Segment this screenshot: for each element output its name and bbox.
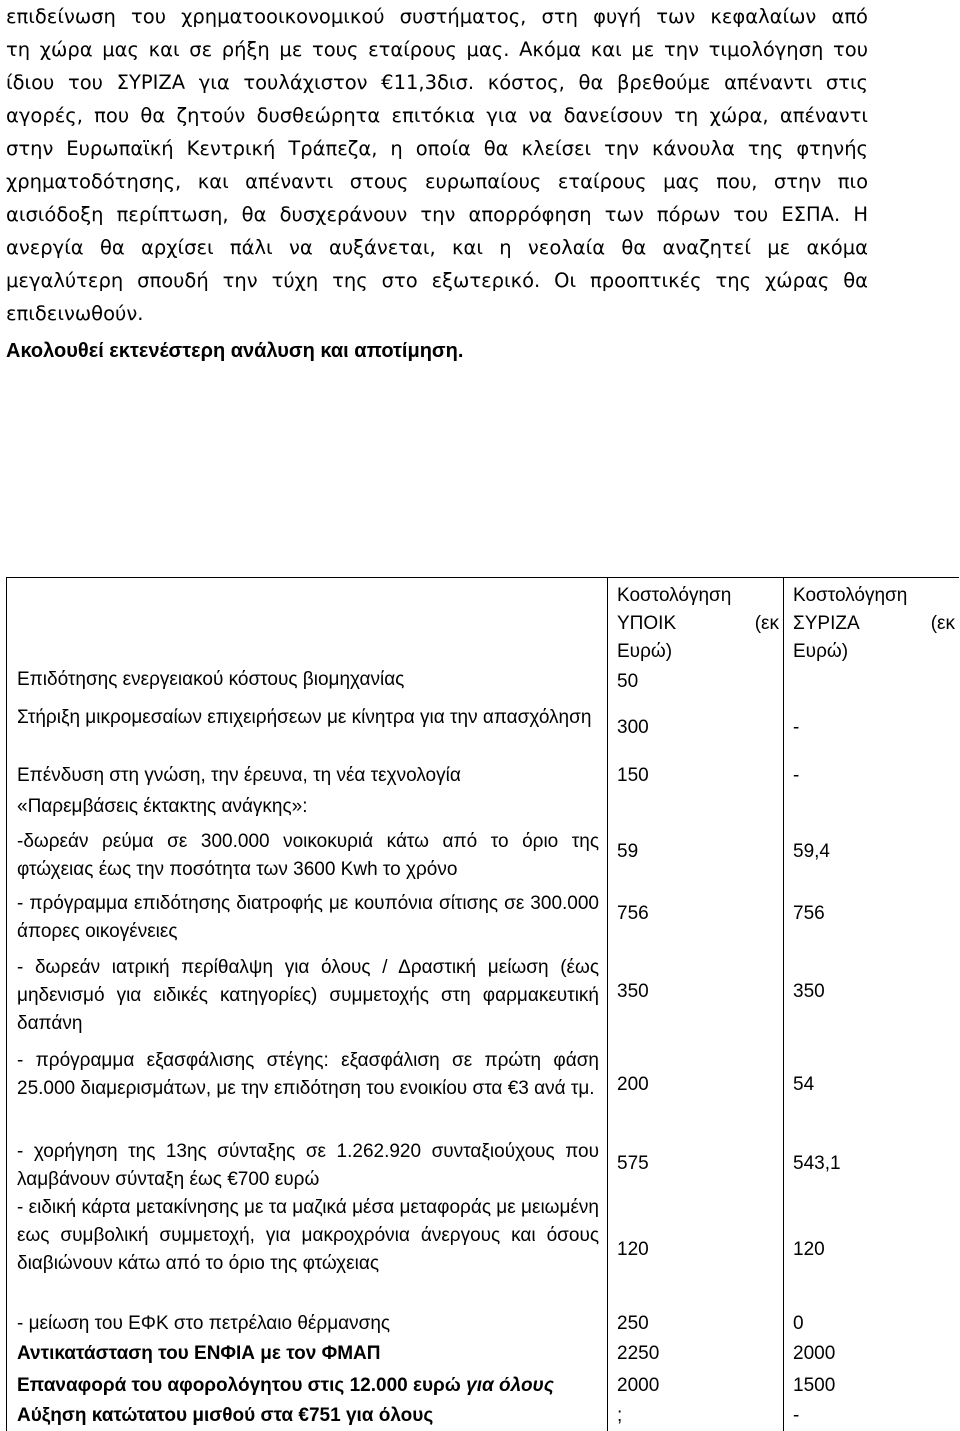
row-description: Επιδότησης ενεργειακού κόστους βιομηχανίας: [17, 669, 405, 690]
row-description-text: Επαναφορά του αφορολόγητου στις 12.000 ευρώ: [17, 1375, 461, 1396]
value-ypoik: 250: [617, 1313, 649, 1334]
section-heading: Ακολουθεί εκτενέστερη ανάλυση και αποτίμηση.: [6, 340, 464, 362]
value-ypoik: 200: [617, 1074, 649, 1095]
value-syriza: -: [793, 765, 800, 786]
header-ypoik: [617, 582, 779, 666]
row-description: - ειδική κάρτα μετακίνησης με τα μαζικά μέσα μεταφοράς με μειωμένη εως συμβολική συμμετοχή, για μακροχρόνια άνεργους και όσους διαβιώνουν κάτω από το όριο της φτώχειας: [17, 1197, 599, 1274]
value-syriza: 59,4: [793, 841, 830, 862]
value-syriza: -: [793, 717, 800, 738]
paragraph-line: στην Ευρωπαϊκή Κεντρική Τράπεζα, η οποία θα κλείσει την κάνουλα της φτηνής: [6, 137, 868, 160]
body-paragraph: [6, 0, 868, 330]
paragraph-line: μεγαλύτερη σπουδή την τύχη της στο εξωτερικό. Οι προοπτικές της χώρας θα: [6, 269, 868, 292]
value-ypoik: 120: [617, 1239, 649, 1260]
row-description: Αύξηση κατώτατου μισθού στα €751 για όλους: [17, 1405, 434, 1426]
value-syriza: -: [793, 1405, 800, 1426]
header-line: (εκ: [754, 613, 779, 634]
value-syriza: 1500: [793, 1375, 836, 1396]
value-ypoik: 2250: [617, 1343, 660, 1364]
paragraph-line: αισιόδοξη περίπτωση, θα δυσχεράνουν την απορρόφηση των πόρων του ΕΣΠΑ. Η: [6, 203, 868, 226]
value-ypoik: 300: [617, 717, 649, 738]
value-syriza: 756: [793, 903, 825, 924]
paragraph-line: τη χώρα μας και σε ρήξη με τους εταίρους μας. Ακόμα και με την τιμολόγηση του: [6, 38, 868, 61]
row-description: Επένδυση στη γνώση, την έρευνα, τη νέα τεχνολογία: [17, 765, 461, 786]
paragraph-line: ανεργία θα αρχίσει πάλι να αυξάνεται, και η νεολαία θα αναζητεί με ακόμα: [6, 236, 868, 259]
paragraph-line: επιδεινωθούν.: [6, 302, 144, 325]
paragraph-line: ίδιου του ΣΥΡΙΖΑ για τουλάχιστον €11,3δισ. κόστος, θα βρεθούμε απέναντι στις: [6, 71, 868, 94]
row-description: [17, 1372, 599, 1400]
value-syriza: 0: [793, 1313, 804, 1334]
row-description-italic: για όλους: [466, 1375, 554, 1396]
value-syriza: 120: [793, 1239, 825, 1260]
value-ypoik: 350: [617, 981, 649, 1002]
row-description: Στήριξη μικρομεσαίων επιχειρήσεων με κίνητρα για την απασχόληση: [17, 707, 592, 728]
column-divider: [607, 578, 608, 1431]
header-line: ΥΠΟΙΚ: [617, 613, 677, 634]
header-line: Ευρώ): [617, 641, 673, 662]
cost-table: [6, 577, 959, 1431]
row-description: «Παρεμβάσεις έκτακτης ανάγκης»:: [17, 796, 308, 817]
row-description: -δωρεάν ρεύμα σε 300.000 νοικοκυριά κάτω από το όριο της φτώχειας έως την ποσότητα των 3600 Kwh το χρόνο: [17, 831, 599, 880]
row-description: - δωρεάν ιατρική περίθαλψη για όλους / Δραστική μείωση (έως μηδενισμό για ειδικές κατηγορίες) συμμετοχής στη φαρμακευτική δαπάνη: [17, 957, 599, 1034]
header-line: Ευρώ): [793, 641, 849, 662]
value-syriza: 2000: [793, 1343, 836, 1364]
value-ypoik: 575: [617, 1153, 649, 1174]
value-ypoik: ;: [617, 1405, 623, 1426]
row-description: - πρόγραμμα επιδότησης διατροφής με κουπόνια σίτισης σε 300.000 άπορες οικογένειες: [17, 893, 599, 942]
column-divider: [783, 578, 784, 1431]
value-ypoik: 2000: [617, 1375, 660, 1396]
paragraph-line: χρηματοδότησης, και απέναντι στους ευρωπαίους εταίρους μας που, στην πιο: [6, 170, 868, 193]
header-line: Κοστολόγηση: [617, 585, 732, 606]
header-syriza: [793, 582, 955, 666]
value-ypoik: 59: [617, 841, 639, 862]
row-description: - μείωση του ΕΦΚ στο πετρέλαιο θέρμανσης: [17, 1313, 391, 1334]
value-ypoik: 150: [617, 765, 649, 786]
row-description: Αντικατάσταση του ΕΝΦΙΑ με τον ΦΜΑΠ: [17, 1343, 381, 1364]
value-syriza: 543,1: [793, 1153, 841, 1174]
row-description: - χορήγηση της 13ης σύνταξης σε 1.262.920 συνταξιούχους που λαμβάνουν σύνταξη έως €700 ευρώ: [17, 1141, 599, 1190]
row-description: - πρόγραμμα εξασφάλισης στέγης: εξασφάλιση σε πρώτη φάση 25.000 διαμερισμάτων, με την επιδότηση του ενοικίου στα €3 ανά τμ.: [17, 1050, 599, 1099]
value-syriza: 350: [793, 981, 825, 1002]
value-ypoik: 50: [617, 671, 639, 692]
value-ypoik: 756: [617, 903, 649, 924]
paragraph-line: επιδείνωση του χρηματοοικονομικού συστήματος, στη φυγή των κεφαλαίων από: [6, 5, 868, 28]
paragraph-line: αγορές, που θα ζητούν δυσθεώρητα επιτόκια για να δανείσουν τη χώρα, απέναντι: [6, 104, 868, 127]
header-line: (εκ: [930, 613, 955, 634]
header-line: ΣΥΡΙΖΑ: [793, 613, 860, 634]
header-line: Κοστολόγηση: [793, 585, 908, 606]
value-syriza: 54: [793, 1074, 815, 1095]
